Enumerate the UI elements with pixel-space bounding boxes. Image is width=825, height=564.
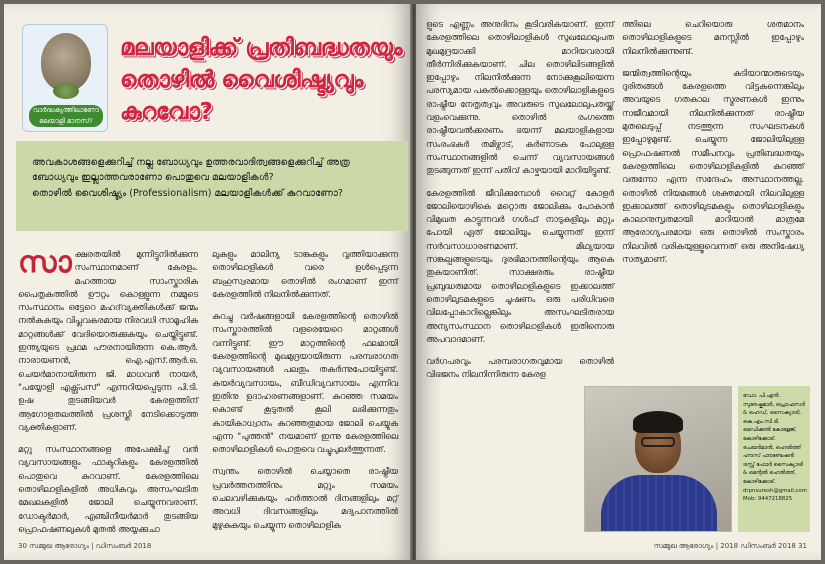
body-paragraph: ജന്മിത്വത്തിന്റെയും കുടിയാന്മാരുടെയും ദുരിതങ്ങള്‍ കേരളത്തെ വിട്ടകന്നെങ്കിലും അവയുടെ ഗതകാല സ്മരണകള്‍ ഇന്നും സജീവമായി നിലനില്‍ക്കുന്നത് രാഷ്ട്രീയ മുതലെടുപ്പ് നടത്തുന്ന സംഘടനകള്‍ ഇപ്പോഴുമുണ്ട്. ചെയ്യുന്ന ജോലിയിലുള്ള പ്രൊഫഷണല്‍ സമീപനവും പ്രതിബദ്ധതയും കേരളത്തിലെ തൊഴിലാളികളില്‍ കുറഞ്ഞ് വരുന്നോ എന്ന സന്ദേഹം അസ്ഥാനത്തല്ല. തൊഴില്‍ നിയമങ്ങള്‍ ശക്തമായി നിലവിലുള്ള ഇക്കാലത്ത് തൊഴിലുടമകളും തൊഴിലാളികളും കാലാനുസൃതമായി മാറിയാല്‍ മാത്രമേ ആരോഗ്യപരമായ ഒരു തൊഴില്‍ സംസ്കാരം നിലവില്‍ വരികയുള്ളൂവെന്നത് ഒരു അനിഷേധ്യ സത്യമാണ്. (622, 67, 804, 265)
magazine-spread (4, 4, 821, 560)
body-paragraph: കുറച്ചു വര്‍ഷങ്ങളായി കേരളത്തിന്റെ തൊഴില്‍ സംസ്കാരത്തില്‍ വളരെയേറെ മാറ്റങ്ങള്‍ വന്നിട്ടുണ്ട്. ഈ മാറ്റത്തിന്റെ ഫലമായി കേരളത്തിന്റെ മുഖമുദ്രയായിരുന്ന പരമ്പരാഗത വ്യവസായങ്ങള്‍ പലതും തകര്‍ന്നുപോയിട്ടുണ്ട്. കയര്‍വ്യവസായം, ബീഡിവ്യവസായം എന്നിവ ഇതിനു ഉദാഹരണങ്ങളാണ്. കുറഞ്ഞ സമയം കൊണ്ട് കൂടുതല്‍ കൂലി ലഭിക്കുന്നതും കായികാധ്വാനം കുറഞ്ഞതുമായ ജോലി ചെയ്യുക എന്ന "പുത്തന്‍" നയമാണ് ഇന്നു കേരളത്തിലെ തൊഴിലാളികള്‍ പൊതുവെ വച്ചുപുലര്‍ത്തുന്നത്. (212, 311, 398, 455)
page-footer-left: 30 സമ്മുഖ ആരോഗ്യം | ഡിസംബര്‍ 2018 (18, 542, 152, 550)
body-paragraph: സ്വന്തം തൊഴില്‍ ചെയ്യാതെ രാഷ്ട്രീയ പ്രവര്‍ത്തനത്തിനും മറ്റും സമയം ചെലവഴിക്കുകയും ഹര്‍ത്താല്‍ ദിനങ്ങളിലും മറ്റ് അവധി ദിവസങ്ങളിലും മദ്യപാനത്തില്‍ മുഴുകുകയും ചെയ്യുന്ന തൊഴിലാളിക (212, 466, 398, 530)
author-photo (584, 386, 732, 532)
teaser-question-2: തൊഴില്‍ വൈശിഷ്ട്യം (Professionalism) മലയാളികള്‍ക്ക് കുറവാണോ? (32, 188, 343, 199)
tree-icon (53, 83, 79, 99)
left-column-1 (18, 245, 198, 545)
teaser-box (16, 141, 408, 231)
right-column-2 (622, 18, 804, 275)
body-paragraph: വര്‍ഗപരവും പരമ്പരാഗതവുമായ തൊഴില്‍ വിഭജനം നിലനിന്നിരുന്ന കേരള (426, 356, 614, 380)
body-paragraph: കേരളത്തില്‍ ജീവിക്കുമ്പോള്‍ വൈറ്റ് കോളര്‍ ജോലിയൊഴികെ മറ്റൊരു ജോലിക്കും പോകാന്‍ വിമുഖത കാട്ടുന്നവര്‍ ഗള്‍ഫ് നാടുകളിലും മറ്റും പോയി ഏത് ജോലിയും ചെയ്യുന്നത് ഇന്ന് സര്‍വസാധാരണമാണ്. മിഥ്യയായ സങ്കല്പങ്ങളുടെയും ദുരഭിമാനത്തിന്റെയും ആകെ തുകയാണിത്. സാക്ഷരരും രാഷ്ട്രീയ പ്രബുദ്ധരുമായ തൊഴിലാളികളുടെ ഇക്കാലത്ത് തൊഴിലുടമകളുടെ ചൂഷണം ഒരു പരിധിവരെ വിലപ്പോകാറില്ലെങ്കിലും അസംഘടിതരായ അന്യസംസ്ഥാന തൊഴിലാളികള്‍ ഇതിനൊരു അപവാദമാണ്. (426, 187, 614, 344)
body-paragraph: സാക്ഷരതയില്‍ മുന്നിട്ടുനില്‍ക്കുന്ന സംസ്ഥാനമാണ് കേരളം. മഹത്തായ സാംസ്കാരിക പൈതൃകത്തില്‍ ഊറ്റം കൊള്ളുന്ന നമ്മുടെ സംസ്ഥാനം ഒട്ടേറെ മഹദ്‌വ്യക്തികള്‍ക്ക് ജന്മം നല്‍കുകയും വിപ്ലവകരമായ നിരവധി സാമൂഹിക മാറ്റങ്ങള്‍ക്ക് വേദിയൊരുക്കുകയും ചെയ്തിട്ടുണ്ട്. ഇന്ത്യയുടെ പ്രഥമ പൗരനായിരുന്ന കെ.ആര്‍. നാരായണന്‍, ഐ.എസ്.ആര്‍.ഒ. ചെയര്‍മാനായിരുന്ന ജി. മാധവന്‍ നായര്‍, "പയ്യോളി എക്സ്പ്രസ്" എന്നറിയപ്പെടുന്ന പി.ടി. ഉഷ തുടങ്ങിയവര്‍ കേരളത്തിന് ആഗോളതലത്തില്‍ പ്രശസ്തി നേടിക്കൊടുത്ത വ്യക്തികളാണ്. (18, 245, 198, 432)
left-page (4, 4, 412, 560)
glasses-icon (641, 437, 675, 447)
author-hair (633, 411, 683, 433)
right-column-1 (426, 18, 614, 391)
article-headline: മലയാളിക്ക് പ്രതിബദ്ധതയും തൊഴില്‍ വൈശിഷ്ട്യവും കുറവോ? (120, 35, 403, 125)
series-logo (22, 24, 108, 132)
body-paragraph: ത്തിലെ ചെറിയൊരു ശതമാനം തൊഴിലാളികളുടെ മനസ്സില്‍ ഇപ്പോഴും നിലനില്‍ക്കുന്നുണ്ട്. (622, 19, 804, 56)
series-logo-caption: വാര്‍ദ്ധക്യത്തിലാണോ മലയാളി മാനസ്? (29, 105, 103, 127)
teaser-question-1: അവകാശങ്ങളെക്കുറിച്ച് നല്ല ബോധ്യവും ഉത്തരവാദിത്വങ്ങളെക്കുറിച്ച് അത്ര ബോധ്യവും ഇല്ലാത്തവരാണോ പൊതുവെ മലയാളികള്‍? (32, 157, 350, 183)
body-paragraph: ളുടെ എണ്ണം അനുദിനം കൂടിവരികയാണ്. ഇന്ന് കേരളത്തിലെ തൊഴിലാളികള്‍ സുഖലോലുപത മുഖമുദ്രയാക്കി മാറിയവരായി തീര്‍ന്നിരിക്കുകയാണ്. ചില തൊഴിലിടങ്ങളില്‍ ഇപ്പോഴും നിലനില്‍ക്കുന്ന നോക്കുകൂലിയെന്ന പരസ്യമായ പകല്‍ക്കൊള്ളയും തൊഴിലാളികളുടെ രാഷ്ട്രീയ നേതൃത്വവും അവരുടെ സുഖലോലുപതയ്ക്ക് വളംവെക്കുന്നു. തൊഴില്‍ രംഗത്തെ രാഷ്ട്രീയവല്‍ക്കരണം ഭയന്ന് മലയാളികളായ സംരംഭകര്‍ തമിഴ്നാട്, കര്‍ണാടക പോലുള്ള സംസ്ഥാനങ്ങളില്‍ ചെന്ന് വ്യവസായങ്ങള്‍ തുടങ്ങുന്നത് ഇന്ന് പതിവ് കാഴ്ചയായി മാറിയിട്ടുണ്ട്. (426, 19, 614, 176)
right-page (416, 4, 821, 560)
author-shirt (601, 475, 717, 532)
drop-cap: സാ (18, 245, 72, 280)
body-paragraph: ലുകളും മാലിന്യ ടാങ്കുകളും വൃത്തിയാക്കുന്ന തൊഴിലാളികള്‍ വരെ ഉള്‍പ്പെടുന്ന ബഹുസ്വരമായ തൊഴില്‍ രംഗമാണ് ഇന്ന് കേരളത്തില്‍ നിലനില്‍ക്കുന്നത്. (212, 249, 398, 299)
left-column-2 (212, 248, 398, 541)
author-bio: ഡോ. പി.എന്‍. സുരേഷ്കുമാര്‍, പ്രൊഫസര്‍ & ഹെഡ്, സൈക്യാട്രി, കെ.എം.സി.ടി. മെഡിക്കല്‍ കോളേജ്, കോഴിക്കോട്. ചെയര്‍മാന്‍, ഹെല്‍ത്ത് ഹൗസ് ഫൗണ്ടേഷന്‍ ട്രസ്റ്റ് ഫോര്‍ സൈക്യാട്രി & മെന്റല്‍ ഹെല്‍ത്ത്, കോഴിക്കോട്. drpnsuresh@gmail.com Mob: 9447218825 (738, 386, 810, 532)
page-footer-right: സമ്മുഖ ആരോഗ്യം | 2018 ഡിസംബര്‍ 2018 31 (653, 542, 807, 550)
body-paragraph: മറ്റു സംസ്ഥാനങ്ങളെ അപേക്ഷിച്ച് വന്‍ വ്യവസായങ്ങളും ഫാക്ടറികളും കേരളത്തില്‍ പൊതുവെ കുറവാണ്. കേരളത്തിലെ തൊഴിലാളികളില്‍ അധികവും അസംഘടിത മേഖലകളില്‍ ജോലി ചെയ്യുന്നവരാണ്. ഡോക്ടര്‍മാര്‍, എഞ്ചിനീയര്‍മാര്‍ തുടങ്ങിയ പ്രൊഫഷണലുകള്‍ മുതല്‍ അയ്യക്കുചാ (18, 444, 198, 534)
